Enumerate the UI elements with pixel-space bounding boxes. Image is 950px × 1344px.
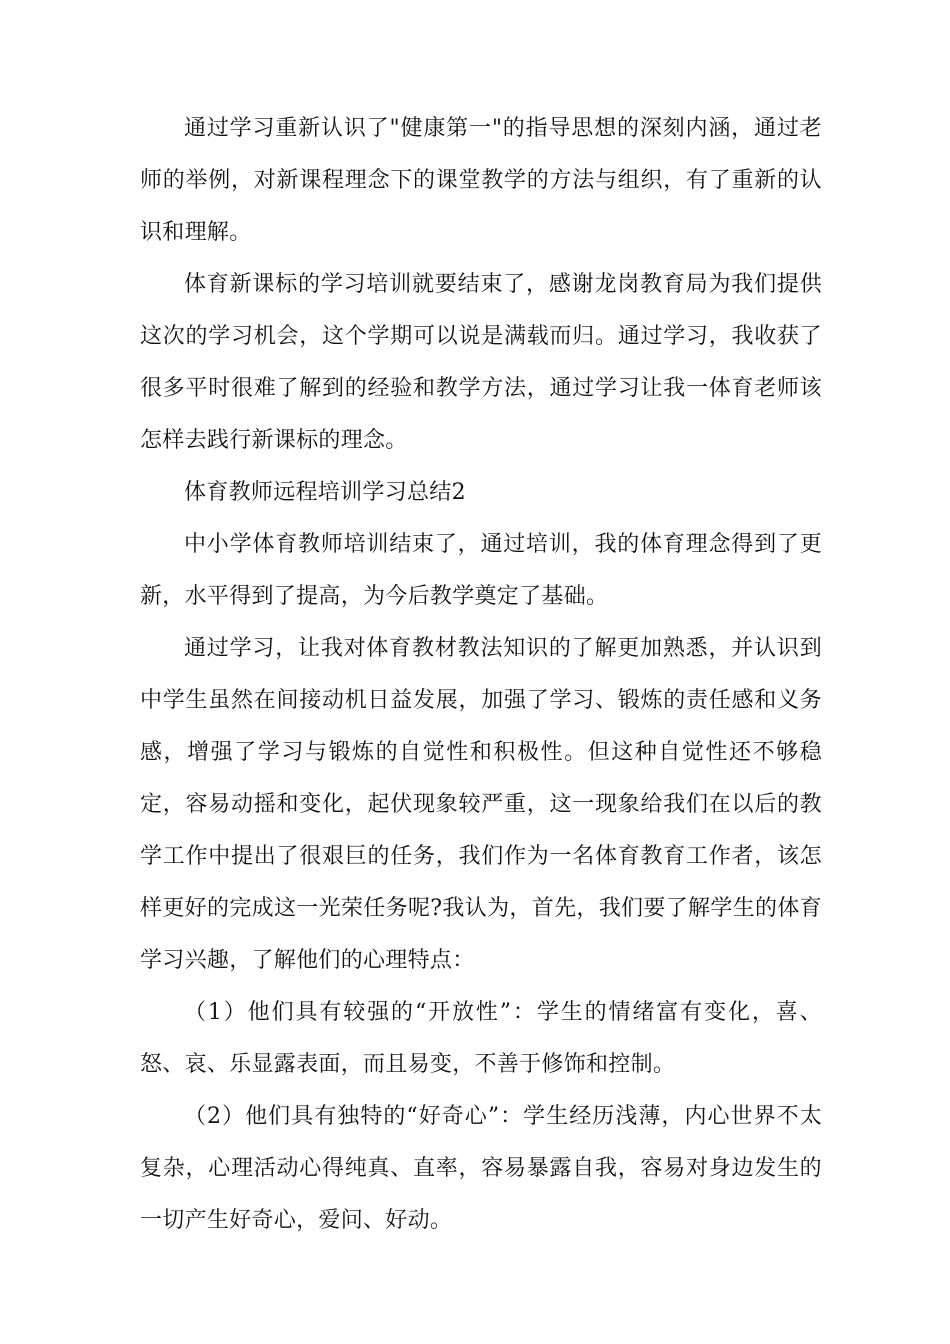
- paragraph-openness: （1）他们具有较强的“开放性”：学生的情绪富有变化，喜、怒、哀、乐显露表面，而且易变，不善于修饰和控制。: [140, 1000, 822, 1077]
- paragraph-student-motivation: 通过学习，让我对体育教材教法知识的了解更加熟悉，并认识到中学生虽然在间接动机日益发展，加强了学习、锻炼的责任感和义务感，增强了学习与锻炼的自觉性和积极性。但这种自觉性还不够稳定，容易动摇和变化，起伏现象较严重，这一现象给我们在以后的教学工作中提出了很艰巨的任务，我们作为一名体育教育工作者，该怎样更好的完成这一光荣任务呢?我认为，首先，我们要了解学生的体育学习兴趣，了解他们的心理特点：: [140, 636, 822, 973]
- paragraph-health-first: 通过学习重新认识了"健康第一"的指导思想的深刻内涵，通过老师的举例，对新课程理念下的课堂教学的方法与组织，有了重新的认识和理解。: [140, 116, 822, 245]
- section-heading: 体育教师远程培训学习总结2: [184, 480, 466, 505]
- paragraph-training-thanks: 体育新课标的学习培训就要结束了，感谢龙岗教育局为我们提供这次的学习机会，这个学期可以说是满载而归。通过学习，我收获了很多平时很难了解到的经验和教学方法，通过学习让我一体育老师该怎样去践行新课标的理念。: [140, 272, 822, 453]
- document-page: [140, 103, 822, 1247]
- paragraph-curiosity: （2）他们具有独特的“好奇心”：学生经历浅薄，内心世界不太复杂，心理活动心得纯真、直率，容易暴露自我，容易对身边发生的一切产生好奇心，爱问、好动。: [140, 1104, 822, 1233]
- paragraph-training-ended: 中小学体育教师培训结束了，通过培训，我的体育理念得到了更新，水平得到了提高，为今后教学奠定了基础。: [140, 532, 822, 609]
